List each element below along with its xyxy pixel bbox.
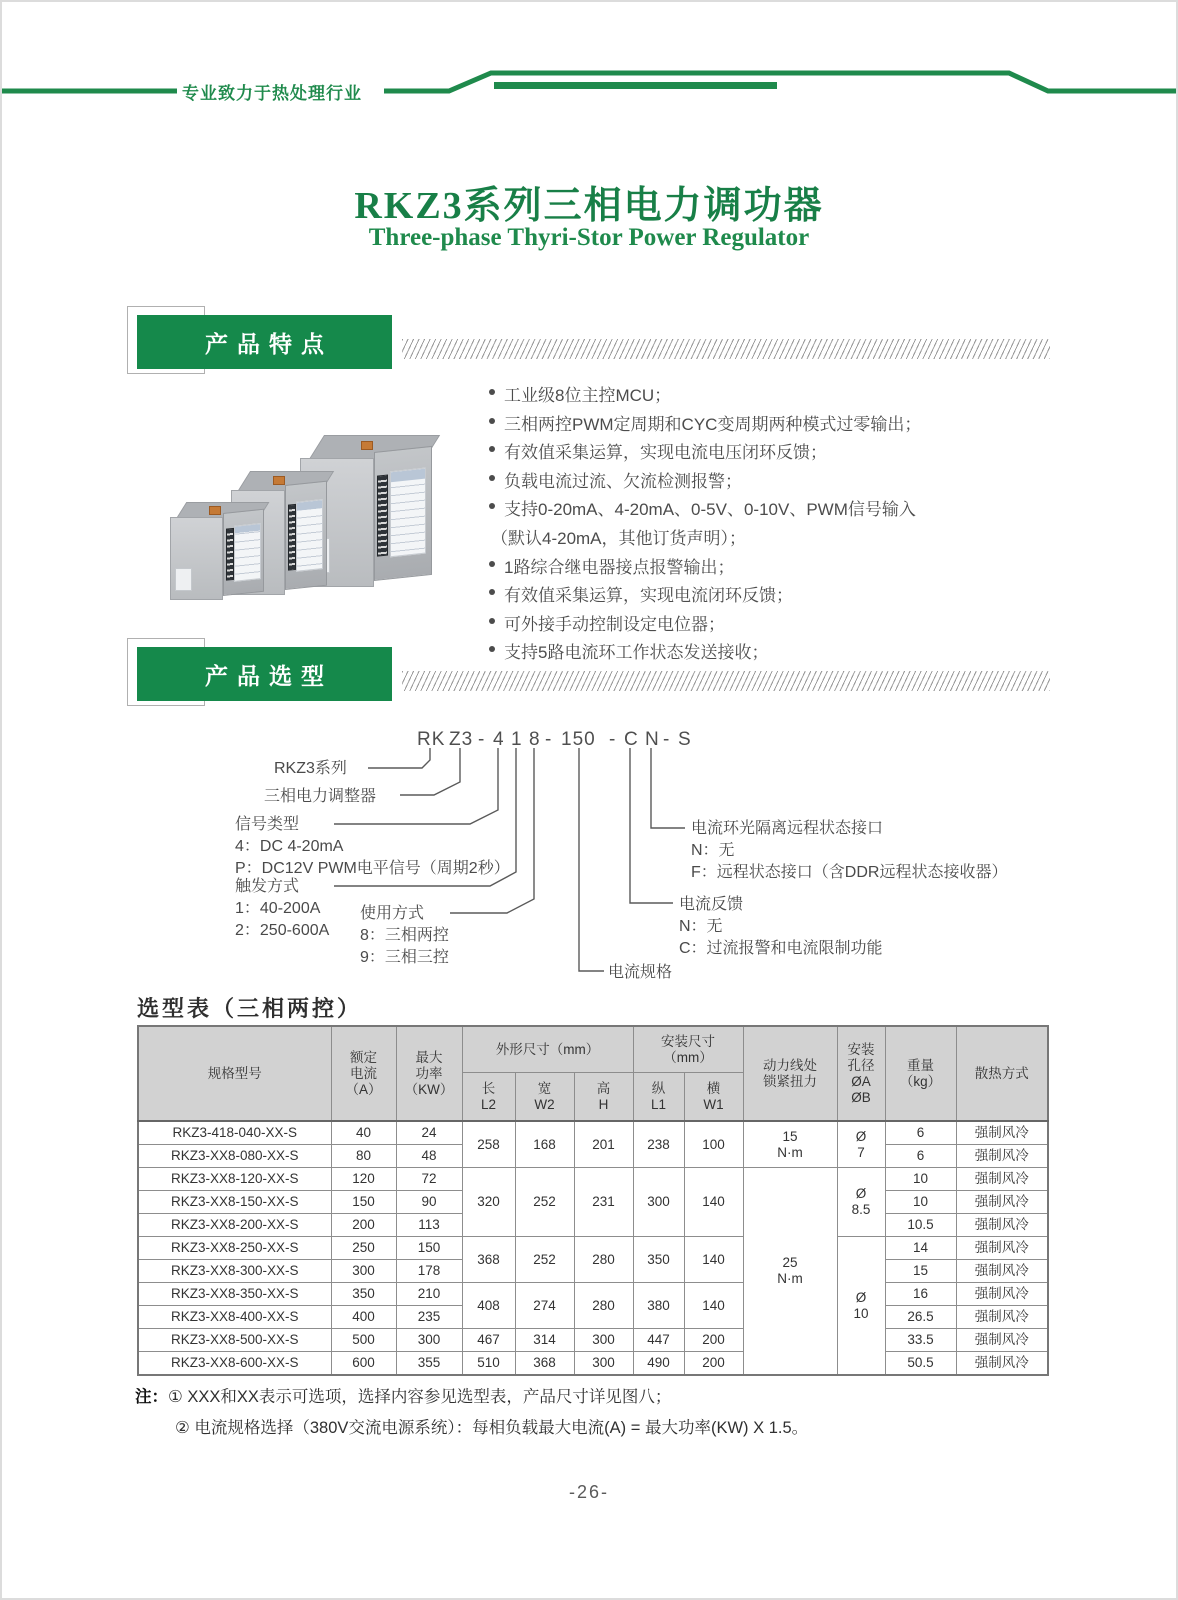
table-cell: 150 xyxy=(331,1191,396,1214)
table-cell: 252 xyxy=(515,1237,574,1283)
diagram-label: 电流反馈 N：无 C：过流报警和电流限制功能 xyxy=(679,896,883,957)
table-cell: 500 xyxy=(331,1329,396,1352)
table-cell: 300 xyxy=(574,1352,633,1376)
code-part: 8 xyxy=(529,729,541,750)
table-cell: 强制风冷 xyxy=(956,1121,1048,1145)
table-cell: 355 xyxy=(396,1352,462,1376)
table-cell: 350 xyxy=(331,1283,396,1306)
header-cell: 纵 L1 xyxy=(633,1073,684,1122)
table-cell: RKZ3-418-040-XX-S xyxy=(138,1121,331,1145)
feature-item: 支持0-20mA、4-20mA、0-5V、0-10V、PWM信号输入 xyxy=(489,495,1089,524)
table-title: 选型表（三相两控） xyxy=(137,996,363,1021)
features-hatch-band xyxy=(402,339,1050,359)
table-cell: 6 xyxy=(885,1121,956,1145)
feature-item: 有效值采集运算，实现电流闭环反馈； xyxy=(489,581,1089,610)
table-cell: 201 xyxy=(574,1121,633,1168)
table-cell: 314 xyxy=(515,1329,574,1352)
table-cell: 150 xyxy=(396,1237,462,1260)
table-cell: 48 xyxy=(396,1145,462,1168)
header-cell: 长 L2 xyxy=(462,1073,515,1122)
table-cell: RKZ3-XX8-120-XX-S xyxy=(138,1168,331,1191)
table-cell: 280 xyxy=(574,1283,633,1329)
table-cell: 140 xyxy=(684,1237,743,1283)
table-cell: 72 xyxy=(396,1168,462,1191)
regulator-connector xyxy=(209,506,221,515)
table-cell: 15 N·m xyxy=(743,1121,837,1168)
table-cell: 100 xyxy=(684,1121,743,1168)
table-cell: RKZ3-XX8-600-XX-S xyxy=(138,1352,331,1376)
table-cell: RKZ3-XX8-300-XX-S xyxy=(138,1260,331,1283)
table-cell: 200 xyxy=(684,1329,743,1352)
table-cell: 447 xyxy=(633,1329,684,1352)
terminal-strip xyxy=(377,474,388,556)
bullet-icon xyxy=(489,389,495,395)
code-part: N xyxy=(645,729,660,750)
table-cell: 368 xyxy=(462,1237,515,1283)
table-cell: RKZ3-XX8-500-XX-S xyxy=(138,1329,331,1352)
table-row xyxy=(138,1329,1048,1352)
table-cell: 231 xyxy=(574,1168,633,1237)
feature-item: 有效值采集运算，实现电流电压闭环反馈； xyxy=(489,438,1089,467)
header-rule xyxy=(2,62,1178,112)
table-cell: 强制风冷 xyxy=(956,1352,1048,1376)
code-part: 1 xyxy=(511,729,523,750)
feature-item: （默认4-20mA，其他订货声明）； xyxy=(491,528,747,548)
table-cell: 强制风冷 xyxy=(956,1168,1048,1191)
table-cell: 400 xyxy=(331,1306,396,1329)
regulator-side-face xyxy=(285,480,327,590)
diagram-label: 使用方式 8：三相两控 9：三相三控 xyxy=(360,905,449,966)
code-part: - xyxy=(663,729,671,750)
feature-item: 可外接手动控制设定电位器； xyxy=(489,610,1089,639)
table-cell: 235 xyxy=(396,1306,462,1329)
table-cell: 408 xyxy=(462,1283,515,1329)
table-cell: 280 xyxy=(574,1237,633,1283)
code-part: - xyxy=(478,729,486,750)
feature-item: 支持5路电流环工作状态发送接收； xyxy=(489,638,1089,667)
table-header xyxy=(138,1026,1048,1121)
page-number: -26- xyxy=(568,1482,609,1502)
bullet-icon xyxy=(489,418,495,424)
diagram-label: 电流环光隔离远程状态接口 N：无 F：远程状态接口（含DDR远程状态接收器） xyxy=(691,820,1008,881)
table-cell: 510 xyxy=(462,1352,515,1376)
table-cell: 274 xyxy=(515,1283,574,1329)
regulator-sticker xyxy=(175,568,192,591)
header-cell: 外形尺寸（mm） xyxy=(462,1026,633,1073)
table-cell: 强制风冷 xyxy=(956,1191,1048,1214)
table-row xyxy=(138,1283,1048,1306)
code-part: - xyxy=(609,729,617,750)
diagram-label: 触发方式 1：40-200A 2：250-600A xyxy=(235,878,330,939)
table-cell: RKZ3-XX8-250-XX-S xyxy=(138,1237,331,1260)
header-cell: 最大 功率 （KW） xyxy=(396,1026,462,1121)
header-cell: 散热方式 xyxy=(956,1026,1048,1121)
note-line: ② 电流规格选择（380V交流电源系统）：每相负载最大电流(A) = 最大功率(KW) X 1.5。 xyxy=(175,1419,809,1437)
table-cell: 600 xyxy=(331,1352,396,1376)
table-cell: 250 xyxy=(331,1237,396,1260)
table-cell: 300 xyxy=(331,1260,396,1283)
table-cell: 6 xyxy=(885,1145,956,1168)
table-cell: 368 xyxy=(515,1352,574,1376)
bullet-icon xyxy=(489,503,495,509)
header-cell: 动力线处 锁紧扭力 xyxy=(743,1026,837,1121)
table-cell: 350 xyxy=(633,1237,684,1283)
notes xyxy=(135,1382,1055,1444)
table-cell: 25 N·m xyxy=(743,1168,837,1376)
table-cell: Ø 10 xyxy=(837,1237,885,1376)
regulator-label xyxy=(389,468,426,558)
feature-item: 工业级8位主控MCU； xyxy=(489,381,1089,410)
diagram-label: 电流规格 xyxy=(608,964,673,981)
page-subtitle: Three-phase Thyri-Stor Power Regulator xyxy=(368,224,810,251)
bullet-icon xyxy=(489,475,495,481)
table-cell: 168 xyxy=(515,1121,574,1168)
regulator-small xyxy=(170,502,264,600)
bullet-icon xyxy=(489,589,495,595)
code-part: C xyxy=(624,729,639,750)
features-section-header: 产品特点 xyxy=(137,315,392,369)
table-cell: 强制风冷 xyxy=(956,1329,1048,1352)
table-cell: 10.5 xyxy=(885,1214,956,1237)
table-cell: RKZ3-XX8-150-XX-S xyxy=(138,1191,331,1214)
diagram-label: 三相电力调整器 xyxy=(264,788,377,805)
table-cell: 178 xyxy=(396,1260,462,1283)
table-cell: RKZ3-XX8-400-XX-S xyxy=(138,1306,331,1329)
table-cell: 33.5 xyxy=(885,1329,956,1352)
diagram-label: 信号类型 4：DC 4-20mA P：DC12V PWM电平信号（周期2秒） xyxy=(235,816,510,877)
bullet-icon xyxy=(489,618,495,624)
header-cell: 安装尺寸 （mm） xyxy=(633,1026,743,1073)
table-row xyxy=(138,1168,1048,1191)
code-part: Z3 xyxy=(449,729,474,750)
table-body xyxy=(138,1121,1048,1375)
terminal-strip xyxy=(287,503,295,570)
table-cell: 140 xyxy=(684,1283,743,1329)
table-cell: 120 xyxy=(331,1168,396,1191)
table-cell: 300 xyxy=(574,1329,633,1352)
table-cell: 26.5 xyxy=(885,1306,956,1329)
regulator-front-face xyxy=(170,517,223,600)
table-cell: 50.5 xyxy=(885,1352,956,1376)
table-cell: 320 xyxy=(462,1168,515,1237)
code-part: - xyxy=(545,729,553,750)
code-part: 4 xyxy=(493,729,505,750)
code-part: RK xyxy=(417,729,446,750)
table-cell: 40 xyxy=(331,1121,396,1145)
table-cell: 80 xyxy=(331,1145,396,1168)
bullet-icon xyxy=(489,646,495,652)
table-cell: RKZ3-XX8-200-XX-S xyxy=(138,1214,331,1237)
table-cell: 113 xyxy=(396,1214,462,1237)
selection-table xyxy=(137,1025,1049,1376)
feature-item: 1路综合继电器接点报警输出； xyxy=(489,553,1089,582)
table-cell: Ø 8.5 xyxy=(837,1168,885,1237)
regulator-side-face xyxy=(223,508,264,596)
selection-hatch-band xyxy=(402,671,1050,691)
table-cell: 强制风冷 xyxy=(956,1283,1048,1306)
feature-item: 三相两控PWM定周期和CYC变周期两种模式过零输出； xyxy=(489,410,1089,439)
regulator-connector xyxy=(361,441,373,450)
header-cell: 额定 电流 （A） xyxy=(331,1026,396,1121)
table-row xyxy=(138,1237,1048,1260)
bullet-icon xyxy=(489,446,495,452)
table-cell: RKZ3-XX8-080-XX-S xyxy=(138,1145,331,1168)
header-cell: 横 W1 xyxy=(684,1073,743,1122)
code-part: 150 xyxy=(561,729,596,750)
header-tagline: 专业致力于热处理行业 xyxy=(182,84,362,103)
table-cell: 10 xyxy=(885,1191,956,1214)
table-cell: 490 xyxy=(633,1352,684,1376)
table-cell: 强制风冷 xyxy=(956,1260,1048,1283)
header-cell: 高 H xyxy=(574,1073,633,1122)
header-cell: 宽 W2 xyxy=(515,1073,574,1122)
regulator-label xyxy=(296,498,323,571)
header-cell: 重量 （kg） xyxy=(885,1026,956,1121)
product-photo xyxy=(152,420,462,610)
table-cell: 10 xyxy=(885,1168,956,1191)
code-part: S xyxy=(678,729,692,750)
table-cell: 238 xyxy=(633,1121,684,1168)
table-cell: 300 xyxy=(396,1329,462,1352)
table-cell: 140 xyxy=(684,1168,743,1237)
page-title: RKZ3系列三相电力调功器 xyxy=(354,185,824,227)
feature-list xyxy=(489,381,1089,667)
diagram-label: RKZ3系列 xyxy=(274,760,347,777)
header-cell: 安装 孔径 ØA ØB xyxy=(837,1026,885,1121)
table-cell: 强制风冷 xyxy=(956,1214,1048,1237)
table-cell: 强制风冷 xyxy=(956,1145,1048,1168)
bullet-icon xyxy=(489,561,495,567)
table-cell: 90 xyxy=(396,1191,462,1214)
feature-item: 负载电流过流、欠流检测报警； xyxy=(489,467,1089,496)
table-cell: 252 xyxy=(515,1168,574,1237)
regulator-side-face xyxy=(374,446,432,581)
table-cell: Ø 7 xyxy=(837,1121,885,1168)
table-cell: 强制风冷 xyxy=(956,1306,1048,1329)
table-cell: 210 xyxy=(396,1283,462,1306)
regulator-connector xyxy=(273,476,285,485)
header-cell: 规格型号 xyxy=(138,1026,331,1121)
table-cell: 14 xyxy=(885,1237,956,1260)
terminal-strip xyxy=(225,527,233,580)
table-cell: 200 xyxy=(684,1352,743,1376)
table-row xyxy=(138,1352,1048,1376)
table-cell: 15 xyxy=(885,1260,956,1283)
table-cell: 强制风冷 xyxy=(956,1237,1048,1260)
table-cell: 16 xyxy=(885,1283,956,1306)
selection-section-header: 产品选型 xyxy=(137,647,392,701)
note-line: 注： ① XXX和XX表示可选项，选择内容参见选型表，产品尺寸详见图八； xyxy=(135,1388,672,1406)
table-row xyxy=(138,1121,1048,1145)
table-cell: 258 xyxy=(462,1121,515,1168)
table-cell: RKZ3-XX8-350-XX-S xyxy=(138,1283,331,1306)
table-cell: 300 xyxy=(633,1168,684,1237)
table-cell: 467 xyxy=(462,1329,515,1352)
table-cell: 380 xyxy=(633,1283,684,1329)
table-cell: 24 xyxy=(396,1121,462,1145)
regulator-label xyxy=(234,523,260,581)
table-cell: 200 xyxy=(331,1214,396,1237)
